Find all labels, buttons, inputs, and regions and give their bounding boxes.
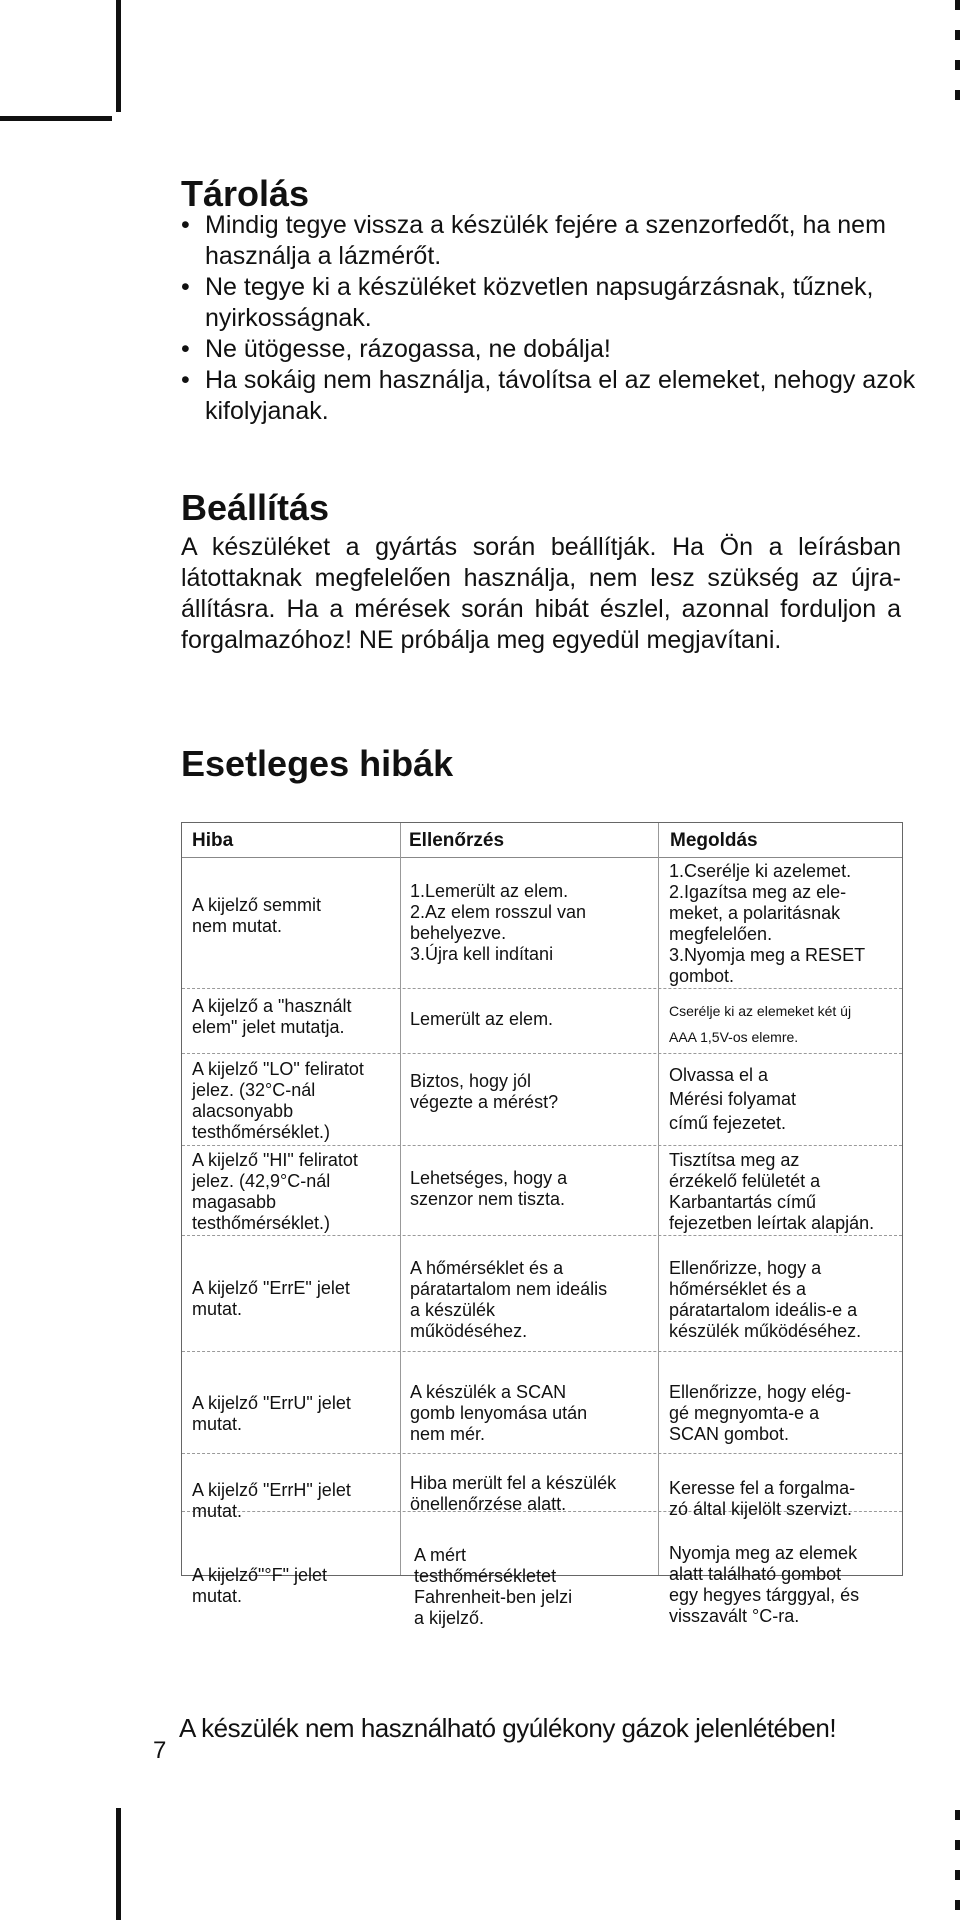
storage-list — [181, 210, 941, 427]
row-divider — [182, 1453, 902, 1454]
row-divider — [182, 1053, 902, 1054]
storage-heading: Tárolás — [181, 173, 310, 214]
row7-problem: A kijelző "ErrH" jelet mutat. — [192, 1480, 351, 1521]
row1-solution: 1.Cserélje ki azelemet. 2.Igazítsa meg az ele- meket, a polaritásnak megfelelően. 3.Nyomja meg a RESET gombot. — [669, 861, 866, 986]
faults-table-header — [182, 823, 902, 858]
row8-check: A mért testhőmérsékletet Fahrenheit-ben jelzi a kijelző. — [414, 1545, 573, 1628]
registration-mark-top-right — [955, 90, 960, 100]
registration-mark-bottom-right — [955, 1840, 960, 1850]
row5-problem: A kijelző "ErrE" jelet mutat. — [192, 1278, 350, 1319]
row2-solution: Cserélje ki az elemeket két új AAA 1,5V-os elemre. — [669, 1003, 852, 1045]
row3-check: Biztos, hogy jól végezte a mérést? — [410, 1071, 559, 1112]
row1-check: 1.Lemerült az elem. 2.Az elem rosszul van behelyezve. 3.Újra kell indítani — [410, 881, 587, 964]
row5-solution: Ellenőrizze, hogy a hőmérséklet és a páratartalom ideális-e a készülék működéséhez. — [669, 1258, 862, 1341]
storage-item: • Ne ütögesse, rázogassa, ne dobálja! — [181, 334, 941, 365]
settings-heading: Beállítás — [181, 487, 330, 528]
faults-table — [181, 822, 903, 1628]
storage-item: • Ne tegye ki a készüléket közvetlen napsugárzásnak, tűznek, nyirkosságnak. — [181, 272, 941, 334]
crop-mark-bottom-left-vertical — [116, 1808, 121, 1920]
row1-problem: A kijelző semmit nem mutat. — [192, 895, 322, 936]
registration-mark-top-right — [955, 60, 960, 70]
row-divider — [182, 988, 902, 989]
row6-check: A készülék a SCAN gomb lenyomása után nem mér. — [410, 1382, 588, 1444]
registration-mark-top-right — [955, 30, 960, 40]
row5-check: A hőmérséklet és a páratartalom nem ideális a készülék működéséhez. — [410, 1258, 608, 1341]
row6-problem: A kijelző "ErrU" jelet mutat. — [192, 1393, 351, 1434]
registration-mark-bottom-right — [955, 1810, 960, 1820]
header-check: Ellenőrzés — [409, 830, 505, 851]
row2-problem: A kijelző a "használt elem" jelet mutatja. — [192, 996, 352, 1037]
storage-item: • Mindig tegye vissza a készülék fejére a szenzorfedőt, ha nem használja a lázmérőt. — [181, 210, 941, 272]
registration-mark-top-right — [955, 0, 960, 10]
storage-item: • Ha sokáig nem használja, távolítsa el az elemeket, nehogy azok kifolyjanak. — [181, 365, 941, 427]
row-divider — [182, 1351, 902, 1352]
row7-check: Hiba merült fel a készülék önellenőrzése alatt. — [410, 1473, 617, 1514]
crop-mark-top-left-vertical — [116, 0, 121, 112]
row7-solution: Keresse fel a forgalma- zó által kijelölt szervizt. — [669, 1478, 856, 1519]
row4-solution: Tisztítsa meg az érzékelő felületét a Karbantartás című fejezetben leírtak alapján. — [669, 1150, 875, 1233]
row8-solution: Nyomja meg az elemek alatt található gombot egy hegyes tárggyal, és visszavált °C-ra. — [669, 1543, 860, 1626]
page-number: 7 — [153, 1737, 167, 1764]
row-divider — [182, 1235, 902, 1236]
row3-solution: Olvassa el a Mérési folyamat című fejezetet. — [669, 1065, 797, 1133]
row8-problem: A kijelző"°F" jelet mutat. — [192, 1565, 328, 1606]
row-divider — [182, 1145, 902, 1146]
row6-solution: Ellenőrizze, hogy elég- gé megnyomta-e a SCAN gombot. — [669, 1382, 852, 1444]
header-problem: Hiba — [192, 830, 234, 851]
settings-paragraph: A készüléket a gyártás során beállítják. Ha Ön a leírásban látottaknak megfelelően használja, nem lesz szükség az újra-állításra. Ha a mérések során hibát észlel, azonnal forduljon a forgalmazóhoz! NE próbálja meg egyedül megjavítani. — [181, 533, 901, 654]
row4-problem: A kijelző "HI" feliratot jelez. (42,9°C-nál magasabb testhőmérséklet.) — [192, 1150, 358, 1233]
faults-heading: Esetleges hibák — [181, 743, 454, 784]
column-divider — [658, 823, 659, 1575]
header-solution: Megoldás — [670, 830, 758, 851]
row4-check: Lehetséges, hogy a szenzor nem tiszta. — [410, 1168, 568, 1209]
registration-mark-bottom-right — [955, 1870, 960, 1880]
row2-check: Lemerült az elem. — [410, 1009, 554, 1029]
registration-mark-bottom-right — [955, 1900, 960, 1910]
flammable-gas-warning: A készülék nem használható gyúlékony gázok jelenlétében! — [179, 1713, 837, 1743]
crop-mark-top-left-horizontal — [0, 116, 112, 121]
row3-problem: A kijelző "LO" feliratot jelez. (32°C-nál alacsonyabb testhőmérséklet.) — [192, 1059, 364, 1142]
